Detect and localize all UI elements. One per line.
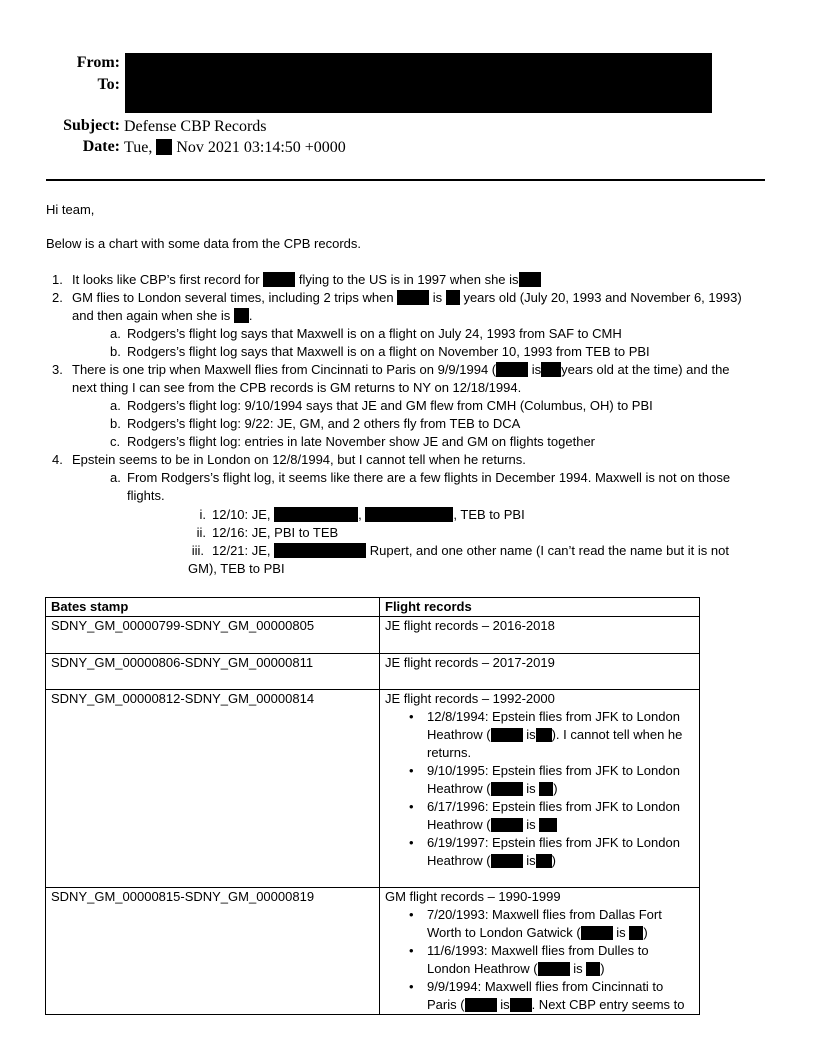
records-cell [380,690,700,888]
name-redaction [397,290,429,305]
age-redaction [234,308,249,323]
age-redaction [510,998,532,1012]
records-title: JE flight records – 1992-2000 [385,691,555,706]
list-item-2: 2. GM flies to London several times, including 2 trips when is years old (July 20, 1993 and November 6, 1993) and then again when she is . [52,290,742,323]
age-redaction [519,272,541,287]
name-redaction [581,926,613,940]
list-item: • 6/19/1997: Epstein flies from JFK to London Heathrow ( is ) [385,834,699,870]
table-row [46,690,700,888]
list-item-2b: b. Rodgers’s flight log says that Maxwell is on a flight on November 10, 1993 from TEB to PBI [110,344,650,359]
name-redaction [491,728,523,742]
name-redaction [274,507,358,522]
age-redaction [541,362,561,377]
date-label: Date: [82,138,120,155]
date-value: Tue, Nov 2021 03:14:50 +0000 [124,139,346,156]
age-redaction [536,728,552,742]
table-row [46,888,700,1015]
list-item-2a: a. Rodgers’s flight log says that Maxwell is on a flight on July 24, 1993 from SAF to CMH [110,326,622,341]
from-label: From: [76,54,120,71]
records-cell: JE flight records – 2017-2019 [380,654,700,690]
col-header-flight-records: Flight records [380,598,700,617]
list-item-3b: b. Rodgers’s flight log: 9/22: JE, GM, and 2 others fly from TEB to DCA [110,416,521,431]
name-redaction [263,272,295,287]
subject-label: Subject: [63,117,120,134]
bates-cell: SDNY_GM_00000815-SDNY_GM_00000819 [46,888,380,1015]
records-cell [380,888,700,1015]
name-redaction [365,507,453,522]
greeting: Hi team, [46,202,95,217]
list-item-4a-iii-cont: GM), TEB to PBI [188,561,285,576]
list-item-4a: a. From Rodgers’s flight log, it seems like there are a few flights in December 1994. Maxwell is not on those flights. [110,470,731,503]
age-redaction [629,926,643,940]
subject-value: Defense CBP Records [124,118,267,135]
list-item: • 7/20/1993: Maxwell flies from Dallas Fort Worth to London Gatwick ( is ) [385,906,699,942]
date-day-redaction [156,139,172,155]
to-label: To: [97,76,120,93]
list-item-4a-iii: iii. 12/21: JE, Rupert, and one other name (I can’t read the name but it is not [191,543,729,558]
list-item-4a-ii: ii. 12/16: JE, PBI to TEB [196,525,339,540]
recipients-redaction [125,53,712,113]
list-item: • 11/6/1993: Maxwell flies from Dulles to London Heathrow ( is ) [385,942,699,978]
bates-cell: SDNY_GM_00000812-SDNY_GM_00000814 [46,690,380,888]
name-redaction [465,998,497,1012]
list-item-4a-i: i. 12/10: JE, , , TEB to PBI [199,507,525,522]
col-header-bates: Bates stamp [46,598,380,617]
records-cell: JE flight records – 2016-2018 [380,617,700,654]
flight-records-table [45,597,700,1015]
name-redaction [491,782,523,796]
list-item: • 9/10/1995: Epstein flies from JFK to London Heathrow ( is ) [385,762,699,798]
list-item: • 6/17/1996: Epstein flies from JFK to London Heathrow ( is [385,798,699,834]
table-header-row [46,598,700,617]
list-item: • 12/8/1994: Epstein flies from JFK to London Heathrow ( is ). I cannot tell when he returns. [385,708,699,762]
list-item-3: 3. There is one trip when Maxwell flies from Cincinnati to Paris on 9/9/1994 ( is years old at the time) and the next thing I can see from the CPB records is GM returns to NY on 12/18/1994. [52,362,730,395]
records-title: GM flight records – 1990-1999 [385,889,561,904]
bates-cell: SDNY_GM_00000806-SDNY_GM_00000811 [46,654,380,690]
table-row [46,654,700,690]
list-item-1: 1. It looks like CBP’s first record for flying to the US is in 1997 when she is [72,271,541,289]
name-redaction [538,962,570,976]
list-item: • 9/9/1994: Maxwell flies from Cincinnati to Paris ( is . Next CBP entry seems to [385,978,699,1014]
age-redaction [586,962,600,976]
list-item-3c: c. Rodgers’s flight log: entries in late November show JE and GM on flights together [110,434,595,449]
age-redaction [539,782,553,796]
name-redaction [496,362,528,377]
name-redaction [491,818,523,832]
age-redaction [536,854,552,868]
records-list [385,708,699,870]
table-row [46,617,700,654]
bates-cell: SDNY_GM_00000799-SDNY_GM_00000805 [46,617,380,654]
header-divider [46,179,765,181]
name-redaction [274,543,366,558]
list-item-4: 4. Epstein seems to be in London on 12/8/1994, but I cannot tell when he returns. [52,452,526,467]
age-redaction [446,290,460,305]
age-redaction [539,818,557,832]
name-redaction [491,854,523,868]
intro-text: Below is a chart with some data from the CPB records. [46,236,362,251]
records-list [385,906,699,1014]
list-item-3a: a. Rodgers’s flight log: 9/10/1994 says that JE and GM flew from CMH (Columbus, OH) to PBI [110,398,653,413]
